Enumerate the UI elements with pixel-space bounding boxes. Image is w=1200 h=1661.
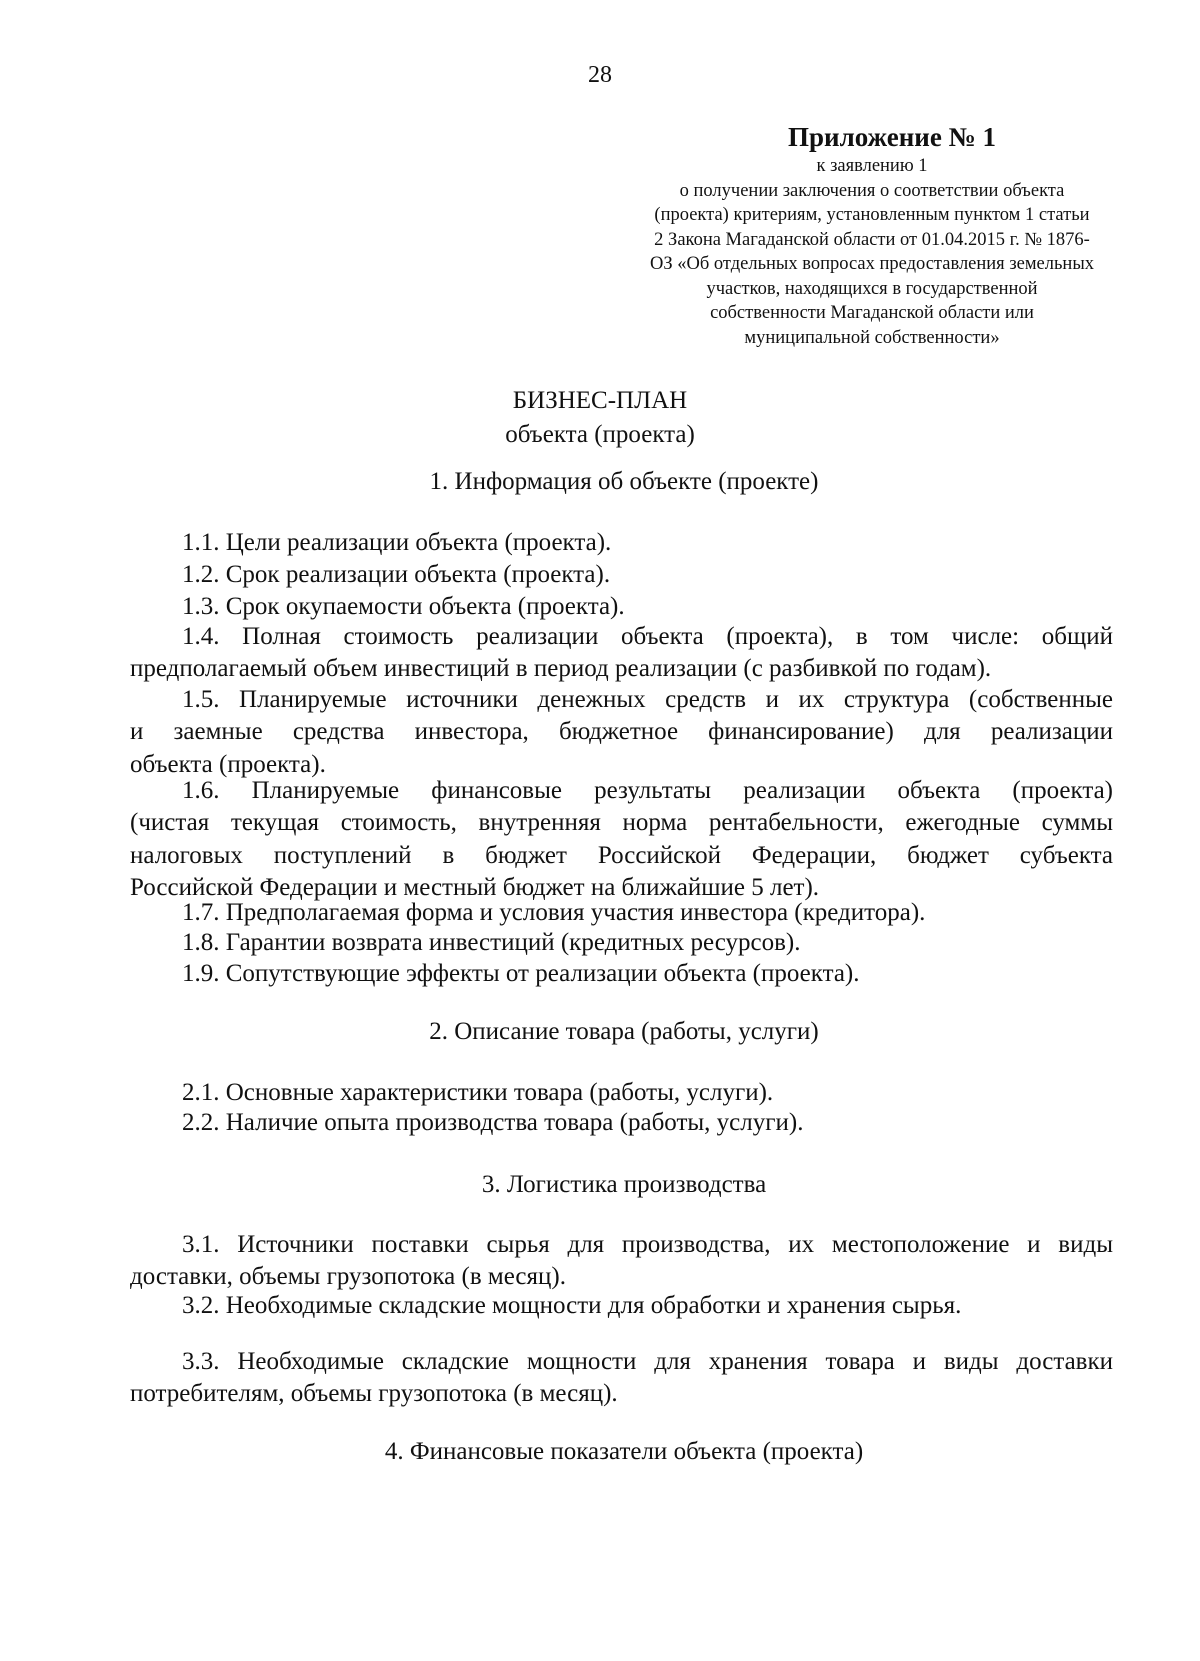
paragraph-line: 3.3. Необходимые складские мощности для хранения товара и виды доставки	[182, 1348, 1113, 1375]
paragraph-line: 1.8. Гарантии возврата инвестиций (кредитных ресурсов).	[182, 929, 801, 956]
list-item-1-7	[130, 897, 1113, 929]
list-item-1-1	[130, 527, 1113, 559]
appendix-line: муниципальной собственности»	[744, 327, 1000, 348]
paragraph-line: потребителям, объемы грузопотока (в месяц).	[130, 1380, 618, 1408]
appendix-line: ОЗ «Об отдельных вопросах предоставления земельных	[649, 254, 1095, 274]
list-item-1-8	[130, 927, 1113, 959]
appendix-line: о получении заключения о соответствии объекта	[679, 180, 1065, 201]
list-item-2-2	[130, 1107, 1113, 1139]
document-title	[0, 384, 1200, 452]
list-item-1-6	[130, 775, 1113, 905]
appendix-block	[612, 120, 1132, 350]
list-item-3-2	[130, 1290, 1113, 1322]
document-subtitle: объекта (проекта)	[505, 421, 695, 448]
list-item-1-4	[130, 621, 1113, 686]
paragraph-line: 1.2. Срок реализации объекта (проекта).	[182, 561, 611, 588]
paragraph-line: 1.1. Цели реализации объекта (проекта).	[182, 529, 612, 556]
paragraph-line: 2.2. Наличие опыта производства товара (работы, услуги).	[182, 1109, 804, 1136]
paragraph-line: 1.7. Предполагаемая форма и условия участия инвестора (кредитора).	[182, 899, 926, 926]
list-item-1-5	[130, 684, 1113, 781]
paragraph-line: Российской Федерации и местный бюджет на ближайшие 5 лет).	[130, 874, 820, 902]
list-item-3-1	[130, 1229, 1113, 1294]
appendix-line: к заявлению 1	[816, 156, 928, 176]
paragraph-line: 3.2. Необходимые складские мощности для обработки и хранения сырья.	[182, 1292, 962, 1319]
list-item-3-3	[130, 1346, 1113, 1411]
page-number: 28	[588, 62, 612, 88]
paragraph-line: 1.6. Планируемые финансовые результаты реализации объекта (проекта)	[182, 777, 1113, 804]
list-item-2-1	[130, 1077, 1113, 1109]
section-heading-1: 1. Информация об объекте (проекте)	[429, 468, 819, 495]
list-item-1-9	[130, 958, 1113, 990]
paragraph-line: 3.1. Источники поставки сырья для производства, их местоположение и виды	[182, 1231, 1113, 1258]
appendix-title: Приложение № 1	[788, 122, 996, 152]
paragraph-line: 1.5. Планируемые источники денежных средств и их структура (собственные	[182, 686, 1113, 713]
paragraph-line: налоговых поступлений в бюджет Российской Федерации, бюджет субъекта	[130, 841, 1113, 869]
appendix-line: 2 Закона Магаданской области от 01.04.2015 г. № 1876-	[654, 229, 1090, 250]
paragraph-line: 1.4. Полная стоимость реализации объекта (проекта), в том числе: общий	[182, 623, 1113, 650]
appendix-line: участков, находящихся в государственной	[706, 278, 1038, 299]
list-item-1-3	[130, 591, 1113, 623]
section-heading-3: 3. Логистика производства	[481, 1171, 767, 1198]
paragraph-line: (чистая текущая стоимость, внутренняя норма рентабельности, ежегодные суммы	[130, 809, 1113, 837]
appendix-line: собственности Магаданской области или	[710, 303, 1034, 323]
paragraph-line: и заемные средства инвестора, бюджетное финансирование) для реализации	[130, 718, 1113, 746]
list-item-1-2	[130, 559, 1113, 591]
section-heading-4: 4. Финансовые показатели объекта (проекта)	[384, 1438, 864, 1465]
paragraph-line: 1.9. Сопутствующие эффекты от реализации объекта (проекта).	[182, 960, 860, 987]
paragraph-line: предполагаемый объем инвестиций в период реализации (с разбивкой по годам).	[130, 655, 992, 683]
appendix-line: (проекта) критериям, установленным пунктом 1 статьи	[654, 205, 1090, 225]
section-heading-2: 2. Описание товара (работы, услуги)	[429, 1018, 819, 1045]
paragraph-line: объекта (проекта).	[130, 750, 326, 778]
paragraph-line: 2.1. Основные характеристики товара (работы, услуги).	[182, 1079, 774, 1106]
paragraph-line: доставки, объемы грузопотока (в месяц).	[130, 1263, 566, 1291]
paragraph-line: 1.3. Срок окупаемости объекта (проекта).	[182, 593, 625, 620]
document-title-line: БИЗНЕС-ПЛАН	[512, 387, 688, 414]
